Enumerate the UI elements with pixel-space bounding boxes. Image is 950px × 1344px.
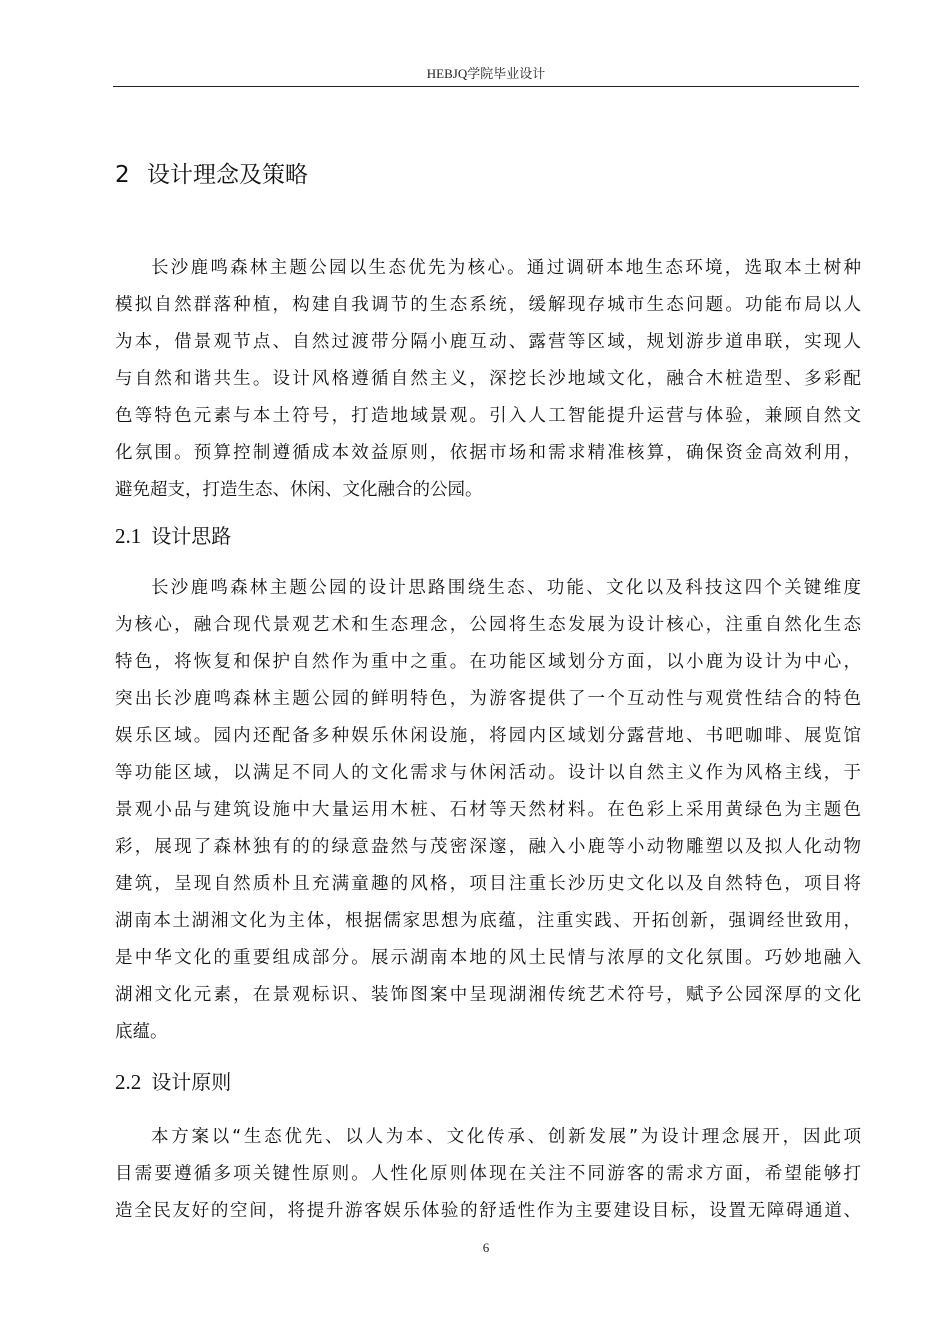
- intro-paragraph: [115, 250, 861, 509]
- paragraph-line: 建筑，呈现自然质朴且充满童趣的风格，项目注重长沙历史文化以及自然特色，项目将: [115, 874, 861, 894]
- paragraph-line: 特色，将恢复和保护自然作为重中之重。在功能区域划分方面，以小鹿为设计为中心，: [115, 652, 861, 672]
- section-title-2-2: [115, 1066, 231, 1098]
- paragraph-line: 模拟自然群落种植，构建自我调节的生态系统，缓解现存城市生态问题。功能布局以人: [115, 295, 861, 315]
- paragraph-line: 是中华文化的重要组成部分。展示湖南本地的风土民情与浓厚的文化氛围。巧妙地融入: [115, 948, 861, 968]
- section-title-text: 设计思路: [151, 524, 232, 548]
- paragraph-line: 造全民友好的空间，将提升游客娱乐体验的舒适性作为主要建设目标，设置无障碍通道、: [115, 1201, 861, 1221]
- paragraph-line: 景观小品与建筑设施中大量运用木桩、石材等天然材料。在色彩上采用黄绿色为主题色: [115, 800, 861, 820]
- paragraph-line: 为核心，融合现代景观艺术和生态理念，公园将生态发展为设计核心，注重自然化生态: [115, 615, 861, 635]
- section-number: 2.1: [115, 524, 142, 548]
- section-2-1-paragraph: [115, 570, 861, 1051]
- paragraph-line: 长沙鹿鸣森林主题公园以生态优先为核心。通过调研本地生态环境，选取本土树种: [151, 258, 861, 278]
- chapter-number: 2: [115, 162, 130, 188]
- section-number: 2.2: [115, 1070, 142, 1094]
- paragraph-line: 湖南本土湖湘文化为主体，根据儒家思想为底蕴，注重实践、开拓创新，强调经世致用，: [115, 911, 861, 931]
- paragraph-line: 目需要遵循多项关键性原则。人性化原则体现在关注不同游客的需求方面，希望能够打: [115, 1164, 861, 1184]
- paragraph-line: 彩，展现了森林独有的的绿意盎然与茂密深邃，融入小鹿等小动物雕塑以及拟人化动物: [115, 837, 861, 857]
- paragraph-line: 湖湘文化元素，在景观标识、装饰图案中呈现湖湘传统艺术符号，赋予公园深厚的文化: [115, 985, 861, 1005]
- paragraph-line: 等功能区域，以满足不同人的文化需求与休闲活动。设计以自然主义作为风格主线，于: [115, 763, 861, 783]
- paragraph-line: 本方案以“生态优先、以人为本、文化传承、创新发展”为设计理念展开，因此项: [151, 1127, 861, 1147]
- section-title-text: 设计原则: [151, 1070, 232, 1094]
- paragraph-line: 与自然和谐共生。设计风格遵循自然主义，深挖长沙地域文化，融合木桩造型、多彩配: [115, 369, 861, 389]
- paragraph-line: 化氛围。预算控制遵循成本效益原则，依据市场和需求精准核算，确保资金高效利用，: [115, 443, 861, 463]
- paragraph-line: 底蕴。: [115, 1022, 168, 1042]
- running-header: HEBJQ学院毕业设计: [426, 66, 546, 81]
- paragraph-line: 娱乐区域。园内还配备多种娱乐休闲设施，将园内区域划分露营地、书吧咖啡、展览馆: [115, 726, 861, 746]
- paragraph-line: 长沙鹿鸣森林主题公园的设计思路围绕生态、功能、文化以及科技这四个关键维度: [151, 578, 861, 598]
- chapter-title-text: 设计理念及策略: [146, 162, 308, 188]
- section-title-2-1: [115, 520, 231, 552]
- paragraph-line: 突出长沙鹿鸣森林主题公园的鲜明特色，为游客提供了一个互动性与观赏性结合的特色: [115, 689, 861, 709]
- chapter-title: [115, 157, 308, 193]
- paragraph-line: 为本，借景观节点、自然过渡带分隔小鹿互动、露营等区域，规划游步道串联，实现人: [115, 332, 861, 352]
- header-rule: [113, 86, 859, 87]
- section-2-2-paragraph: [115, 1119, 861, 1230]
- paragraph-line: 色等特色元素与本土符号，打造地域景观。引入人工智能提升运营与体验，兼顾自然文: [115, 406, 861, 426]
- page-number: 6: [482, 1240, 490, 1255]
- paragraph-line: 避免超支，打造生态、休闲、文化融合的公园。: [115, 480, 483, 500]
